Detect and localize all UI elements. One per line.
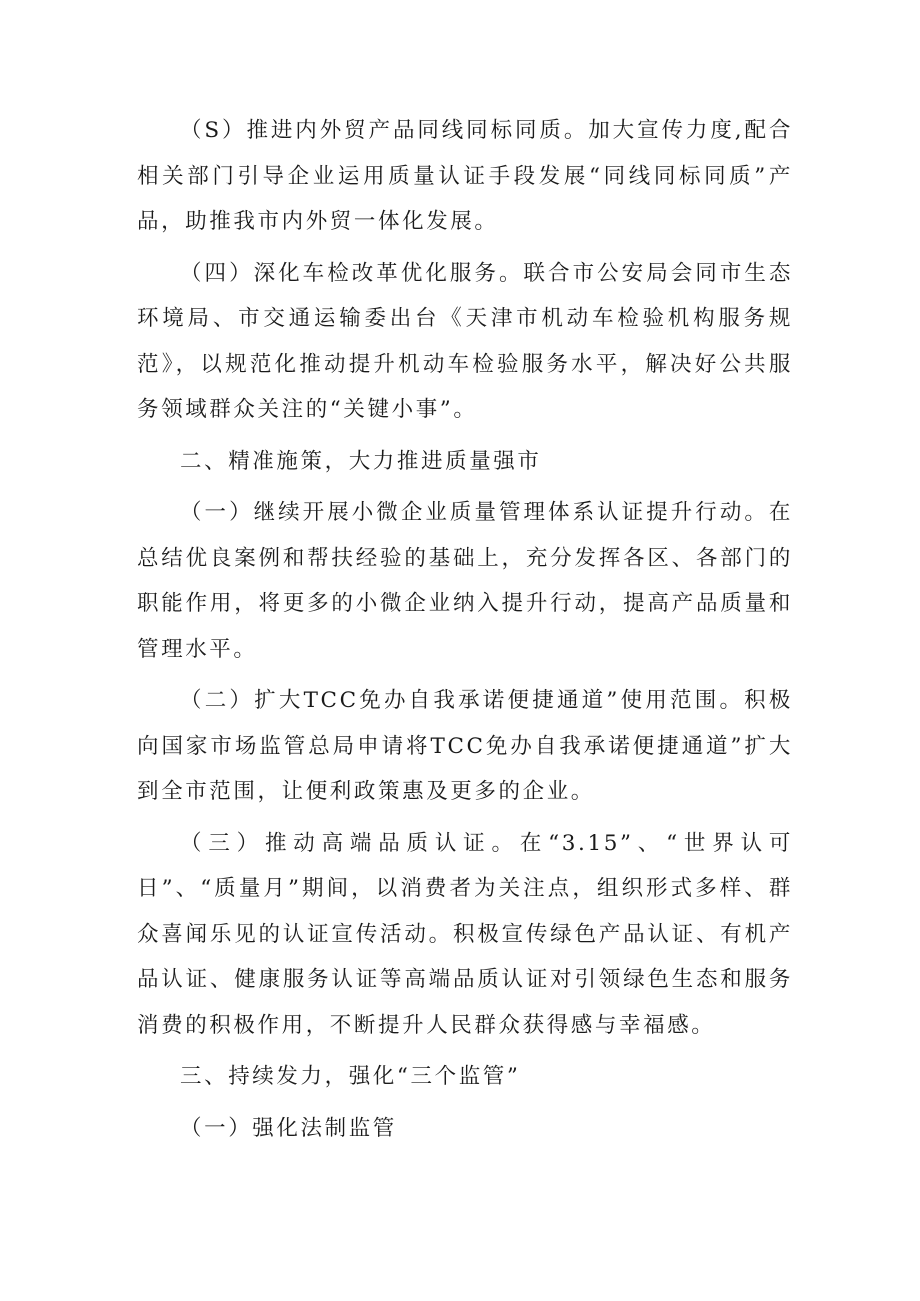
- paragraph-1-small-enterprise: （一）继续开展小微企业质量管理体系认证提升行动。在总结优良案例和帮扶经验的基础上，充分发挥各区、各部门的职能作用，将更多的小微企业纳入提升行动，提高产品质量和管理水平。: [137, 500, 793, 662]
- section-heading-3: 三、持续发力，强化“三个监管”: [180, 1064, 521, 1089]
- paragraph-3-high-end-certification: （三）推动高端品质认证。在“3.15”、“世界认可日”、“质量月”期间，以消费者为关注点，组织形式多样、群众喜闻乐见的认证宣传活动。积极宣传绿色产品认证、有机产品认证、健康服务认证等高端品质认证对引领绿色生态和服务消费的积极作用，不断提升人民群众获得感与幸福感。: [137, 830, 793, 1038]
- document-body: [137, 108, 793, 1157]
- paragraph-s-domestic-foreign-trade: （S）推进内外贸产品同线同标同质。加大宣传力度,配合相关部门引导企业运用质量认证手段发展“同线同标同质”产品，助推我市内外贸一体化发展。: [137, 118, 793, 234]
- section-heading-2: 二、精准施策，大力推进质量强市: [180, 448, 542, 474]
- paragraph-4-vehicle-inspection: （四）深化车检改革优化服务。联合市公安局会同市生态环境局、市交通运输委出台《天津市机动车检验机构服务规范》，以规范化推动提升机动车检验服务水平，解决好公共服务领域群众关注的“关键小事”。: [137, 260, 793, 422]
- paragraph-2-tcc-channel: （二）扩大TCC免办自我承诺便捷通道”使用范围。积极向国家市场监管总局申请将TCC免办自我承诺便捷通道”扩大到全市范围，让便利政策惠及更多的企业。: [137, 688, 793, 804]
- subsection-heading-legal-supervision: （一）强化法制监管: [180, 1115, 397, 1141]
